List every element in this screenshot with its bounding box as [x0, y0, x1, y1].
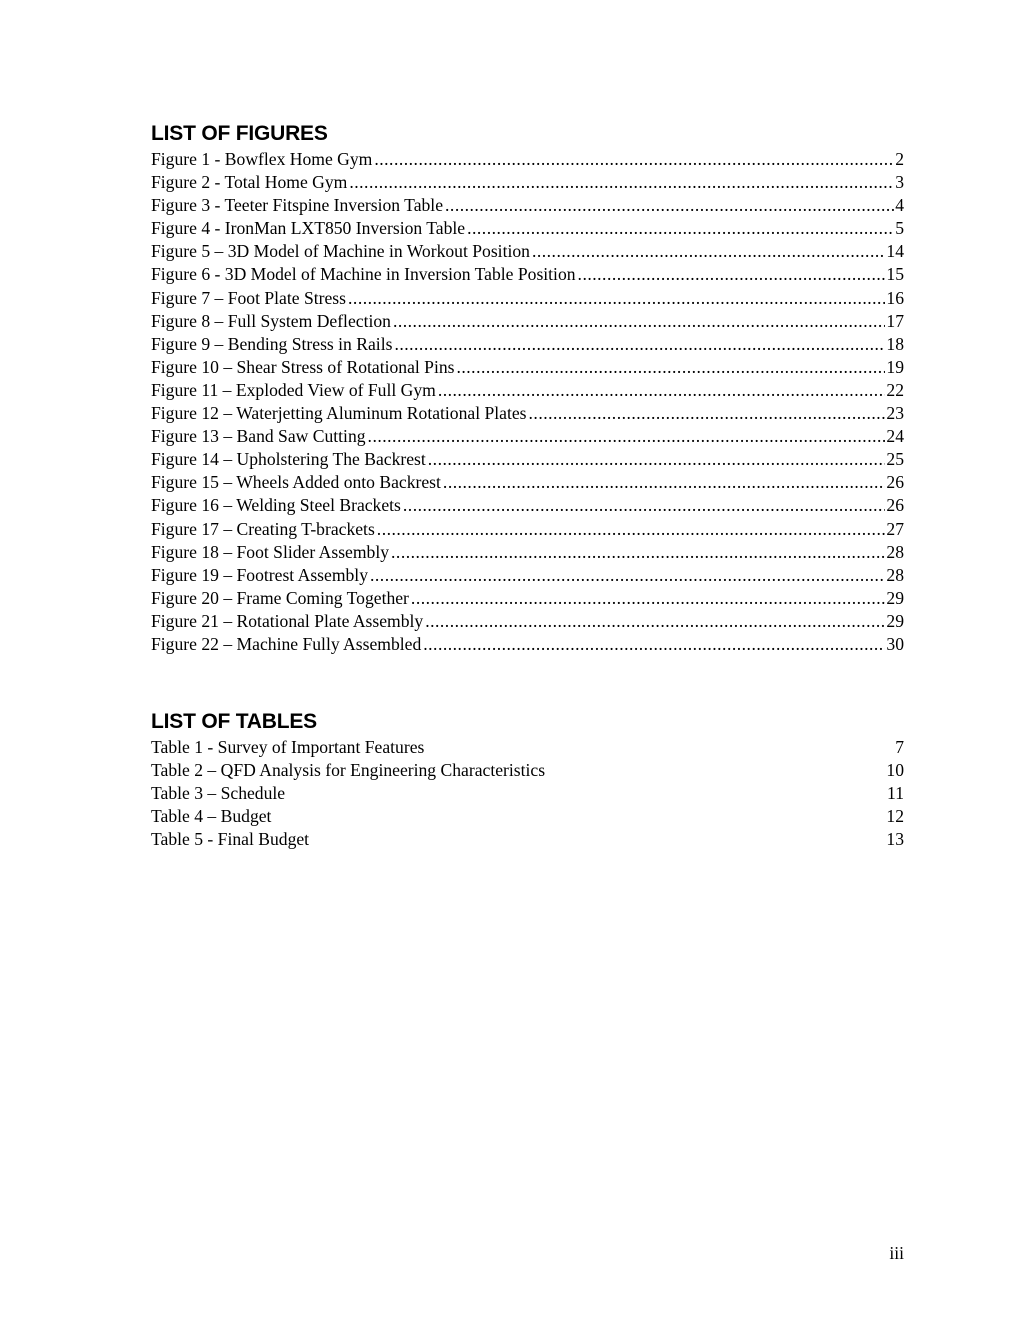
figure-entry-page: 23	[886, 403, 904, 424]
figure-entry-page: 17	[886, 310, 904, 331]
figure-entry-page: 25	[886, 449, 904, 470]
figure-entry-page: 24	[886, 426, 904, 447]
table-entry-title: Table 3 – Schedule	[151, 783, 286, 804]
dot-leader	[394, 333, 885, 356]
figure-entry-title: Figure 14 – Upholstering The Backrest	[151, 449, 426, 470]
figure-entry	[151, 171, 904, 194]
figure-entry-title: Figure 3 - Teeter Fitspine Inversion Table	[151, 195, 444, 216]
table-entry-page: 12	[886, 806, 904, 827]
figure-entry	[151, 541, 904, 564]
figure-entry-page: 29	[886, 587, 904, 608]
figure-entry-page: 15	[886, 264, 904, 285]
list-of-figures	[151, 148, 904, 656]
figure-entry	[151, 240, 904, 263]
dot-leader	[374, 148, 894, 171]
figure-entry-page: 19	[886, 356, 904, 377]
table-entry	[151, 736, 904, 759]
figure-entry	[151, 287, 904, 310]
table-entry-title: Table 1 - Survey of Important Features	[151, 737, 425, 757]
dot-leader	[529, 402, 886, 425]
dot-leader	[368, 425, 886, 448]
figure-entry-page: 28	[886, 564, 904, 585]
dot-leader	[578, 263, 886, 286]
dot-leader	[456, 356, 885, 379]
list-of-figures-heading: LIST OF FIGURES	[151, 122, 328, 145]
dot-leader	[349, 171, 894, 194]
figure-entry-page: 3	[895, 172, 904, 193]
dot-leader	[393, 310, 885, 333]
figure-entry-title: Figure 20 – Frame Coming Together	[151, 587, 409, 608]
dot-leader	[438, 379, 886, 402]
figure-entry-page: 28	[886, 541, 904, 562]
dot-leader	[428, 448, 886, 471]
figure-entry	[151, 194, 904, 217]
list-of-tables	[151, 736, 904, 851]
figure-entry-title: Figure 18 – Foot Slider Assembly	[151, 541, 390, 562]
figure-entry-title: Figure 10 – Shear Stress of Rotational Pins	[151, 356, 455, 377]
figure-entry	[151, 587, 904, 610]
figure-entry	[151, 494, 904, 517]
table-entry	[151, 805, 904, 828]
dot-leader	[425, 610, 885, 633]
table-entry-page: 10	[886, 760, 904, 781]
table-entry-title: Table 2 – QFD Analysis for Engineering Characteristics	[151, 760, 546, 781]
figure-entry-title: Figure 21 – Rotational Plate Assembly	[151, 610, 424, 631]
figure-entry	[151, 402, 904, 425]
dot-leader	[467, 217, 894, 240]
figure-entry	[151, 633, 904, 656]
figure-entry-page: 26	[886, 472, 904, 493]
table-entry-title: Table 5 - Final Budget	[151, 829, 310, 850]
table-entry-page: 13	[886, 829, 904, 850]
dot-leader	[403, 494, 886, 517]
figure-entry-page: 2	[895, 149, 904, 169]
figure-entry-page: 27	[886, 518, 904, 539]
figure-entry-title: Figure 2 - Total Home Gym	[151, 172, 348, 193]
page-number: iii	[889, 1243, 904, 1263]
figure-entry-page: 5	[895, 218, 904, 239]
dot-leader	[445, 194, 894, 217]
figure-entry-title: Figure 19 – Footrest Assembly	[151, 564, 368, 585]
figure-entry-title: Figure 22 – Machine Fully Assembled	[151, 633, 422, 654]
figure-entry-title: Figure 17 – Creating T-brackets	[151, 518, 375, 539]
figure-entry-page: 16	[886, 287, 904, 308]
dot-leader	[370, 564, 885, 587]
figure-entry	[151, 333, 904, 356]
figure-entry-title: Figure 8 – Full System Deflection	[151, 310, 391, 331]
figure-entry-title: Figure 9 – Bending Stress in Rails	[151, 333, 393, 354]
figure-entry-page: 4	[895, 195, 904, 216]
figure-entry-page: 26	[886, 495, 904, 516]
figure-entry-page: 18	[886, 333, 904, 354]
figure-entry	[151, 263, 904, 286]
dot-leader	[411, 587, 885, 610]
figure-entry	[151, 310, 904, 333]
figure-entry-page: 30	[886, 633, 904, 654]
dot-leader	[532, 240, 885, 263]
dot-leader	[443, 471, 885, 494]
figure-entry	[151, 471, 904, 494]
figure-entry-title: Figure 7 – Foot Plate Stress	[151, 287, 347, 308]
figure-entry	[151, 148, 904, 171]
figure-entry-page: 29	[886, 610, 904, 631]
figure-entry	[151, 425, 904, 448]
figure-entry-title: Figure 13 – Band Saw Cutting	[151, 426, 366, 447]
table-entry	[151, 782, 904, 805]
list-of-tables-heading: LIST OF TABLES	[151, 710, 317, 733]
table-entry	[151, 828, 904, 851]
figure-entry-title: Figure 11 – Exploded View of Full Gym	[151, 379, 436, 400]
figure-entry-title: Figure 12 – Waterjetting Aluminum Rotational Plates	[151, 403, 527, 424]
figure-entry-page: 22	[886, 379, 904, 400]
figure-entry-title: Figure 1 - Bowflex Home Gym	[151, 149, 373, 169]
figure-entry	[151, 217, 904, 240]
figure-entry	[151, 448, 904, 471]
figure-entry	[151, 610, 904, 633]
figure-entry-title: Figure 16 – Welding Steel Brackets	[151, 495, 401, 516]
dot-leader	[423, 633, 885, 656]
figure-entry-title: Figure 6 - 3D Model of Machine in Inversion Table Position	[151, 264, 576, 285]
dot-leader	[391, 541, 885, 564]
figure-entry-page: 14	[886, 241, 904, 262]
figure-entry	[151, 518, 904, 541]
figure-entry-title: Figure 15 – Wheels Added onto Backrest	[151, 472, 441, 493]
table-entry	[151, 759, 904, 782]
table-entry-page: 7	[895, 737, 904, 757]
table-entry-title: Table 4 – Budget	[151, 806, 272, 827]
figure-entry-title: Figure 4 - IronMan LXT850 Inversion Table	[151, 218, 466, 239]
figure-entry-title: Figure 5 – 3D Model of Machine in Workout Position	[151, 241, 530, 262]
figure-entry	[151, 564, 904, 587]
dot-leader	[377, 518, 886, 541]
figure-entry	[151, 356, 904, 379]
figure-entry	[151, 379, 904, 402]
dot-leader	[348, 287, 885, 310]
table-entry-page: 11	[887, 783, 904, 804]
